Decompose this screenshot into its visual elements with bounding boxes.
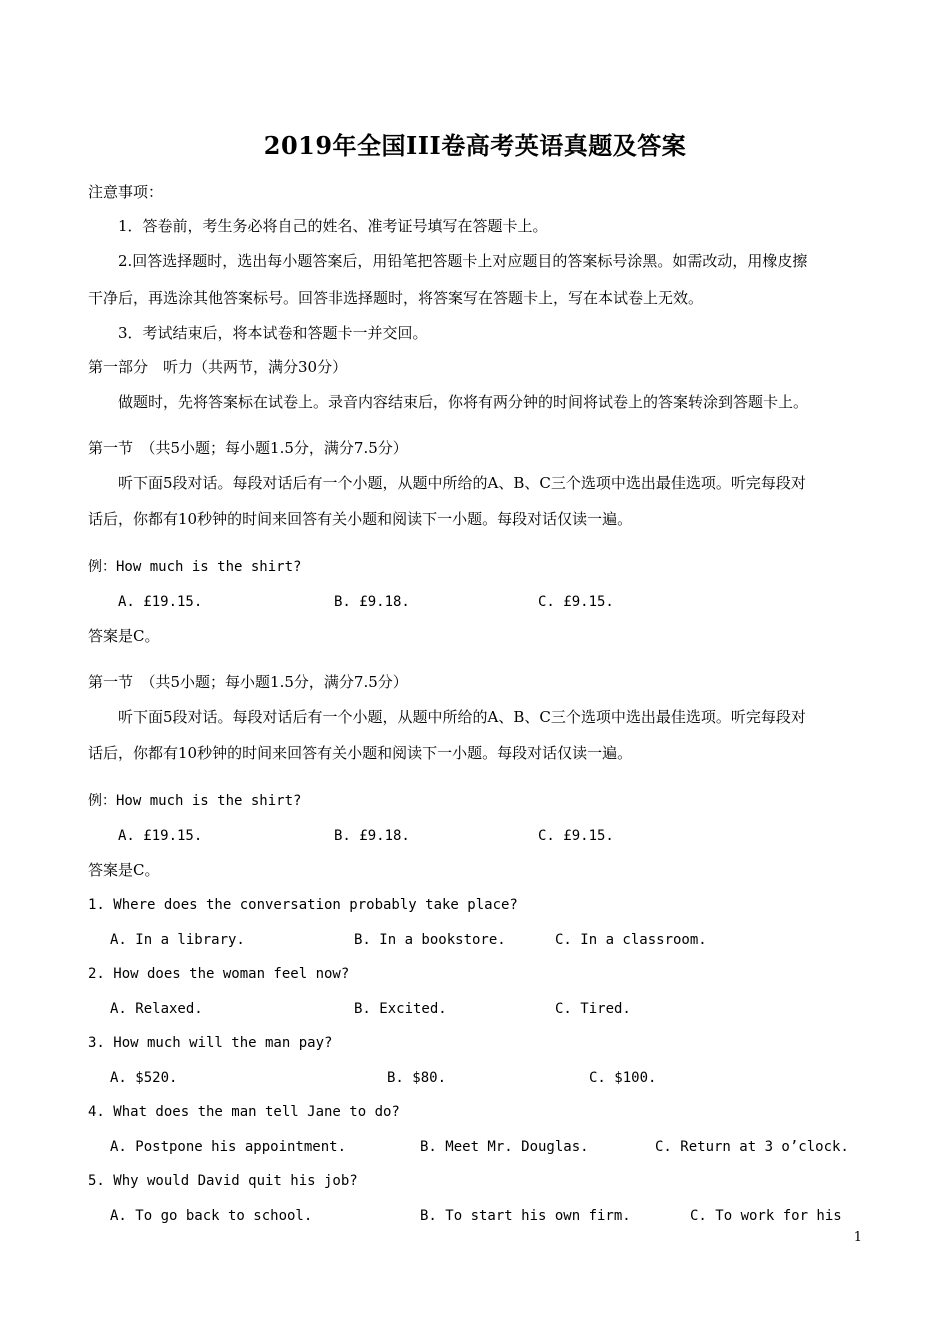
section-desc: 话后，你都有10秒钟的时间来回答有关小题和阅读下一小题。每段对话仅读一遍。 (88, 510, 633, 528)
option-b: B. £9.18. (334, 828, 410, 844)
example-answer: 答案是C。 (88, 861, 160, 879)
question-4: 4. What does the man tell Jane to do? (88, 1104, 400, 1120)
question-3: 3. How much will the man pay? (88, 1035, 333, 1051)
page-title: 2019年全国III卷高考英语真题及答案 (263, 131, 687, 160)
example-question: 例：How much is the shirt? (88, 793, 302, 809)
option-a: A. Postpone his appointment. (110, 1139, 347, 1155)
option-c: C. £9.15. (538, 594, 614, 610)
option-c: C. In a classroom. (555, 932, 707, 948)
option-b: B. In a bookstore. (354, 932, 506, 948)
option-c: C. Return at 3 o’clock. (655, 1139, 849, 1155)
section-desc: 听下面5段对话。每段对话后有一个小题，从题中所给的A、B、C三个选项中选出最佳选项。听完每段对 (118, 708, 806, 726)
question-5: 5. Why would David quit his job? (88, 1173, 358, 1189)
option-c: C. To work for his (690, 1208, 842, 1224)
option-b: B. Meet Mr. Douglas. (420, 1139, 589, 1155)
notice-item-3: 3．考试结束后，将本试卷和答题卡一并交回。 (118, 324, 428, 342)
part1-heading: 第一部分 听力（共两节，满分30分） (88, 358, 348, 376)
question-2: 2. How does the woman feel now? (88, 966, 350, 982)
option-c: C. Tired. (555, 1001, 631, 1017)
notice-heading: 注意事项： (88, 183, 164, 201)
option-a: A. To go back to school. (110, 1208, 313, 1224)
option-a: A. In a library. (110, 932, 245, 948)
example-answer: 答案是C。 (88, 627, 160, 645)
option-a: A. $520. (110, 1070, 178, 1086)
section-desc: 话后，你都有10秒钟的时间来回答有关小题和阅读下一小题。每段对话仅读一遍。 (88, 744, 633, 762)
part1-instruction: 做题时，先将答案标在试卷上。录音内容结束后，你将有两分钟的时间将试卷上的答案转涂到答题卡上。 (118, 393, 809, 411)
notice-item-2a: 2.回答选择题时，选出每小题答案后，用铅笔把答题卡上对应题目的答案标号涂黑。如需改动，用橡皮擦 (118, 252, 808, 270)
section-heading: 第一节 （共5小题；每小题1.5分，满分7.5分） (88, 439, 408, 457)
option-b: B. $80. (387, 1070, 447, 1086)
option-c: C. £9.15. (538, 828, 614, 844)
page-number: 1 (853, 1230, 862, 1245)
section-heading: 第一节 （共5小题；每小题1.5分，满分7.5分） (88, 673, 408, 691)
option-b: B. Excited. (354, 1001, 447, 1017)
question-1: 1. Where does the conversation probably take place? (88, 897, 518, 913)
notice-item-2b: 干净后，再选涂其他答案标号。回答非选择题时，将答案写在答题卡上，写在本试卷上无效。 (88, 289, 704, 307)
example-question: 例：How much is the shirt? (88, 559, 302, 575)
notice-item-1: 1．答卷前，考生务必将自己的姓名、准考证号填写在答题卡上。 (118, 217, 548, 235)
option-c: C. $100. (589, 1070, 657, 1086)
option-b: B. £9.18. (334, 594, 410, 610)
option-b: B. To start his own firm. (420, 1208, 631, 1224)
option-a: A. £19.15. (118, 828, 203, 844)
option-a: A. £19.15. (118, 594, 203, 610)
option-a: A. Relaxed. (110, 1001, 203, 1017)
section-desc: 听下面5段对话。每段对话后有一个小题，从题中所给的A、B、C三个选项中选出最佳选项。听完每段对 (118, 474, 806, 492)
